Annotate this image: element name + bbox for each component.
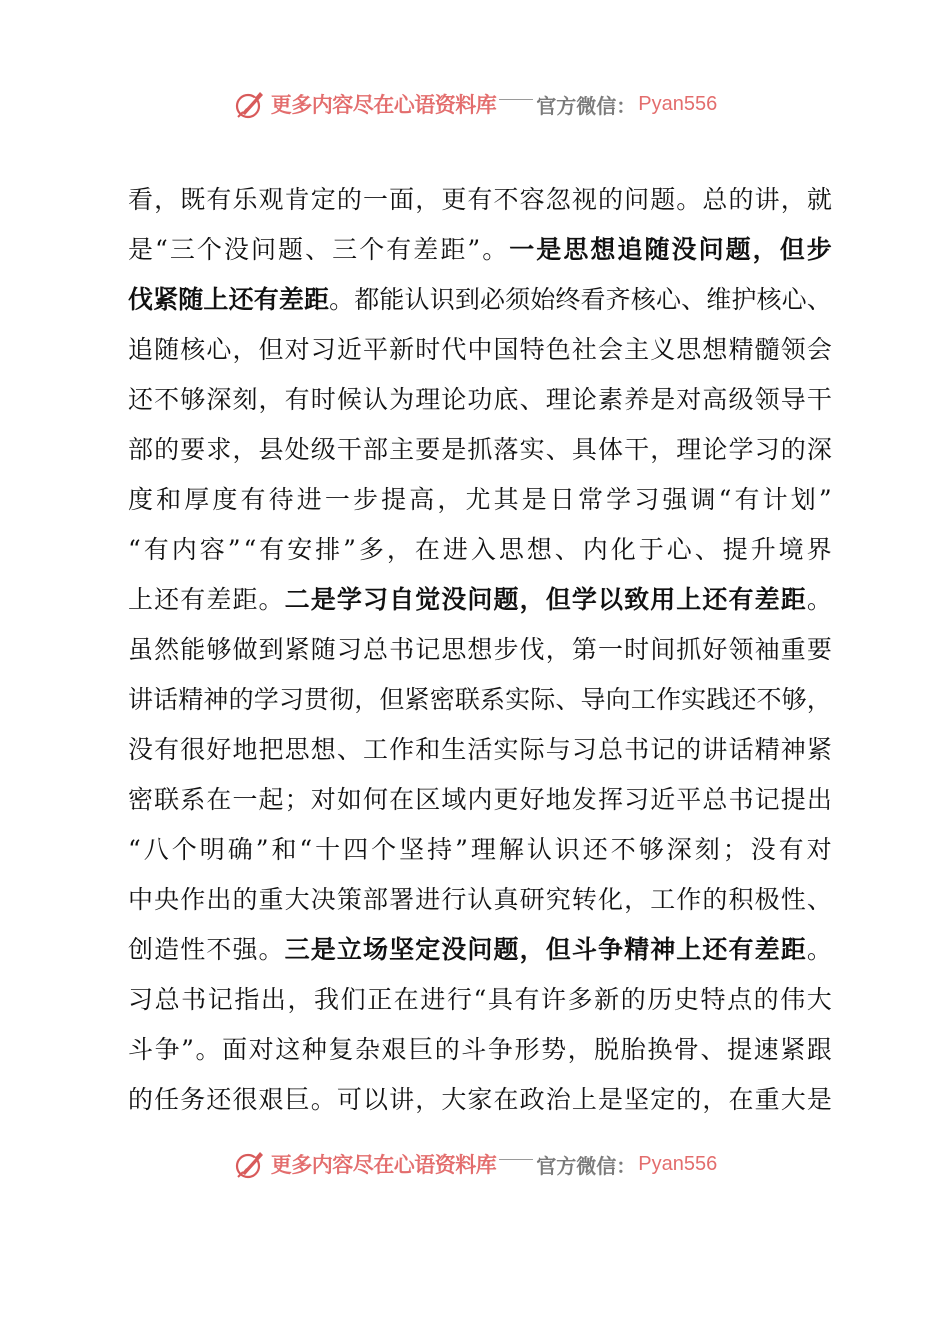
text-line: “ 有 内 容 ” “ 有 安 排 ” 多 ， 在 进 入 思 想 、 内 化 于 心 、 提 升 境 界 [128, 535, 832, 564]
text-line: 追 随 核 心 ， 但 对 习 近 平 新 时 代 中 国 特 色 社 会 主 义 思 想 精 髓 领 会 [128, 335, 832, 364]
banner-wechat-id: Pyan556 [638, 1152, 718, 1175]
banner-wechat-id: Pyan556 [638, 92, 718, 115]
text-line: 虽 然 能 够 做 到 紧 随 习 总 书 记 思 想 步 伐 ， 第 一 时 间 抓 好 领 袖 重 要 [128, 635, 832, 664]
text-line: 是 “ 三 个 没 问 题 、 三 个 有 差 距 ” 。 一 是 思 想 追 随 没 问 题 ， 但 步 [128, 235, 832, 264]
banner-dash-divider [499, 1159, 533, 1160]
quill-pen-logo-icon [233, 87, 267, 121]
banner-main-text: 更多内容尽在心语资料库 [270, 1152, 497, 1177]
text-line: 还 不 够 深 刻 ， 有 时 候 认 为 理 论 功 底 、 理 论 素 养 是 对 高 级 领 导 干 [128, 385, 832, 414]
text-line: 伐 紧 随 上 还 有 差 距 。 都 能 认 识 到 必 须 始 终 看 齐 核 心 、 维 护 核 心 、 [128, 285, 832, 314]
quill-pen-logo-icon [233, 1147, 267, 1181]
header-watermark-banner [0, 84, 950, 124]
banner-main-text: 更多内容尽在心语资料库 [270, 92, 497, 117]
banner-sub-text: 官方微信： [536, 1153, 637, 1178]
text-line: 没 有 很 好 地 把 思 想 、 工 作 和 生 活 实 际 与 习 总 书 记 的 讲 话 精 神 紧 [128, 735, 832, 764]
text-line: “ 八 个 明 确 ” 和 “ 十 四 个 坚 持 ” 理 解 认 识 还 不 够 深 刻 ； 没 有 对 [128, 835, 832, 864]
text-line: 习 总 书 记 指 出 ， 我 们 正 在 进 行 “ 具 有 许 多 新 的 历 史 特 点 的 伟 大 [128, 985, 832, 1014]
text-line: 密 联 系 在 一 起 ； 对 如 何 在 区 域 内 更 好 地 发 挥 习 近 平 总 书 记 提 出 [128, 785, 832, 814]
banner-sub-text: 官方微信： [536, 93, 637, 118]
text-line: 部 的 要 求 ， 县 处 级 干 部 主 要 是 抓 落 实 、 具 体 干 ， 理 论 学 习 的 深 [128, 435, 832, 464]
text-line: 度 和 厚 度 有 待 进 一 步 提 高 ， 尤 其 是 日 常 学 习 强 调 “ 有 计 划 ” [128, 485, 832, 514]
document-body [128, 175, 832, 1125]
banner-dash-divider [499, 99, 533, 100]
text-line: 看 ， 既 有 乐 观 肯 定 的 一 面 ， 更 有 不 容 忽 视 的 问 题 。 总 的 讲 ， 就 [128, 185, 832, 214]
footer-watermark-banner [0, 1144, 950, 1184]
text-line: 斗 争 ” 。 面 对 这 种 复 杂 艰 巨 的 斗 争 形 势 ， 脱 胎 换 骨 、 提 速 紧 跟 [128, 1035, 832, 1064]
text-line: 创 造 性 不 强 。 三 是 立 场 坚 定 没 问 题 ， 但 斗 争 精 神 上 还 有 差 距 。 [128, 935, 832, 964]
text-line: 上 还 有 差 距 。 二 是 学 习 自 觉 没 问 题 ， 但 学 以 致 用 上 还 有 差 距 。 [128, 585, 832, 614]
text-line: 讲 话 精 神 的 学 习 贯 彻 ， 但 紧 密 联 系 实 际 、 导 向 工 作 实 践 还 不 够 ， [128, 685, 832, 714]
text-line: 的 任 务 还 很 艰 巨 。 可 以 讲 ， 大 家 在 政 治 上 是 坚 定 的 ， 在 重 大 是 [128, 1085, 832, 1114]
text-line: 中 央 作 出 的 重 大 决 策 部 署 进 行 认 真 研 究 转 化 ， 工 作 的 积 极 性 、 [128, 885, 832, 914]
